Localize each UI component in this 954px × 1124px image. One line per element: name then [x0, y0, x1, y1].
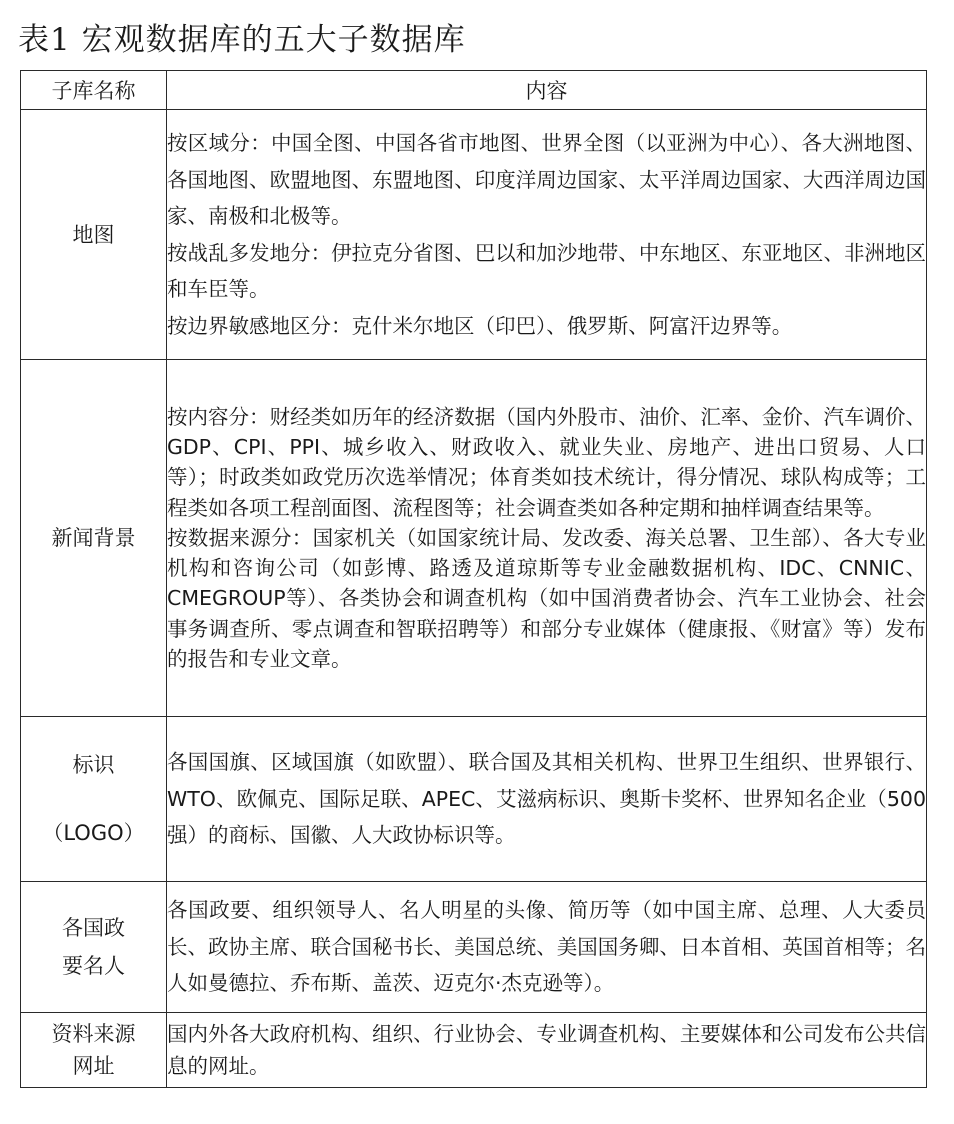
- sub-db-name: 各国政: [62, 916, 125, 940]
- sub-db-name-cell: [21, 110, 167, 360]
- sub-db-name: 要名人: [62, 954, 125, 978]
- sub-db-name: 新闻背景: [51, 526, 136, 550]
- content-paragraph: 各国国旗、区域国旗（如欧盟）、联合国及其相关机构、世界卫生组织、世界银行、WTO、欧佩克、国际足联、APEC、艾滋病标识、奥斯卡奖杯、世界知名企业（500强）的商标、国徽、人大政协标识等。: [167, 750, 926, 848]
- sub-db-name-cell: [21, 717, 167, 882]
- header-content: 内容: [167, 71, 927, 110]
- table-row-map: [21, 110, 927, 360]
- content-cell: [167, 360, 927, 717]
- content-cell: [167, 110, 927, 360]
- sub-db-name: 资料来源: [51, 1022, 136, 1046]
- content-cell: [167, 717, 927, 882]
- sub-db-name: 标识: [72, 753, 115, 777]
- content-paragraph: 按区域分：中国全图、中国各省市地图、世界全图（以亚洲为中心）、各大洲地图、各国地图、欧盟地图、东盟地图、印度洋周边国家、太平洋周边国家、大西洋周边国家、南极和北极等。: [167, 131, 926, 228]
- content-paragraph: 按数据来源分：国家机关（如国家统计局、发改委、海关总署、卫生部）、各大专业机构和咨询公司（如彭博、路透及道琼斯等专业金融数据机构、IDC、CNNIC、CMEGROUP等）、各类协会和调查机构（如中国消费者协会、汽车工业协会、社会事务调查所、零点调查和智联招聘等）和部分专业媒体（健康报、《财富》等）发布的报告和专业文章。: [167, 525, 926, 671]
- content-paragraph: 按战乱多发地分：伊拉克分省图、巴以和加沙地带、中东地区、东亚地区、非洲地区和车臣等。: [167, 240, 926, 301]
- table-row-logo: [21, 717, 927, 882]
- table-header-row: [21, 71, 927, 110]
- content-paragraph: 按边界敏感地区分：克什米尔地区（印巴）、俄罗斯、阿富汗边界等。: [167, 313, 793, 338]
- table-row-political-figures: [21, 882, 927, 1013]
- sub-db-name: （LOGO）: [42, 821, 145, 845]
- table-row-source-urls: [21, 1013, 927, 1088]
- content-paragraph: 各国政要、组织领导人、名人明星的头像、简历等（如中国主席、总理、人大委员长、政协主席、联合国秘书长、美国总统、美国国务卿、日本首相、英国首相等；名人如曼德拉、乔布斯、盖茨、迈克尔·杰克逊等）。: [167, 898, 926, 996]
- sub-db-name: 网址: [72, 1054, 115, 1078]
- table-row-news-background: [21, 360, 927, 717]
- sub-db-name-cell: [21, 1013, 167, 1088]
- content-cell: [167, 882, 927, 1013]
- sub-db-name-cell: [21, 360, 167, 717]
- header-sub-db-name: 子库名称: [21, 71, 167, 110]
- content-cell: [167, 1013, 927, 1088]
- sub-db-name-cell: [21, 882, 167, 1013]
- page-title: 表1 宏观数据库的五大子数据库: [18, 22, 466, 58]
- sub-database-table: [20, 70, 927, 1088]
- sub-db-name: 地图: [72, 222, 115, 247]
- content-paragraph: 国内外各大政府机构、组织、行业协会、专业调查机构、主要媒体和公司发布公共信息的网址。: [167, 1022, 926, 1078]
- content-paragraph: 按内容分：财经类如历年的经济数据（国内外股市、油价、汇率、金价、汽车调价、GDP、CPI、PPI、城乡收入、财政收入、就业失业、房地产、进出口贸易、人口等）；时政类如政党历次选举情况；体育类如技术统计，得分情况、球队构成等；工程类如各项工程剖面图、流程图等；社会调查类如各种定期和抽样调查结果等。: [167, 405, 926, 520]
